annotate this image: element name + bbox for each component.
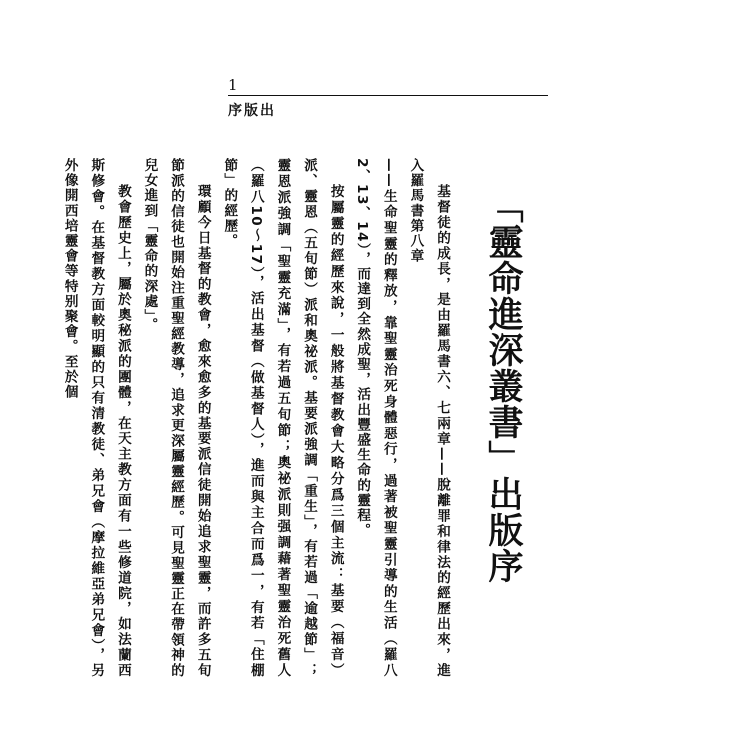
paragraph-5: 教會歷史上，屬於奧秘派的團體，在天主教方面有一些修道院，如法蘭西斯修會。在基督教方面較明顯的只有清教徒、弟兄會（摩拉維亞弟兄會），另外像開西培靈會等特别聚會。至於個 [61,158,131,678]
paragraph-1: 基督徒的成長，是由羅馬書六、七兩章——脫離罪和律法的經歷出來，進入羅馬書第八章 [407,158,450,678]
body-text [61,158,455,678]
header-rule [228,95,548,96]
page-number: 1 [228,76,238,94]
page-title: 「靈命進深叢書」出版序 [483,188,523,584]
paragraph-4: 環顧今日基督的教會，愈來愈多的基要派信徒開始追求聖靈，而許多五旬節派的信徒也開始注重聖經教導，追求更深屬靈經歷。可見聖靈正在帶領神的兒女進到「靈命的深處」。 [141,158,211,678]
paragraph-3: 按屬靈的經歷來說，一般將基督教會大略分爲三個主流：基要（福音）派、靈恩（五旬節）派和奧祕派。基要派強調「重生」，有若過「逾越節」；靈恩派強調「聖靈充滿」，有若過五旬節；奧祕派則强調藉著聖靈治死舊人（羅八10～17），活出基督（做基督人），進而與主合而爲一，有若「住棚節」的經歷。 [221,158,344,678]
running-header: 序版出 [228,103,276,119]
paragraph-2: ——生命聖靈的釋放，靠聖靈治死身體惡行，過著被聖靈引導的生活（羅八2、13、14），而達到全然成聖，活出豐盛生命的靈程。 [354,158,397,678]
